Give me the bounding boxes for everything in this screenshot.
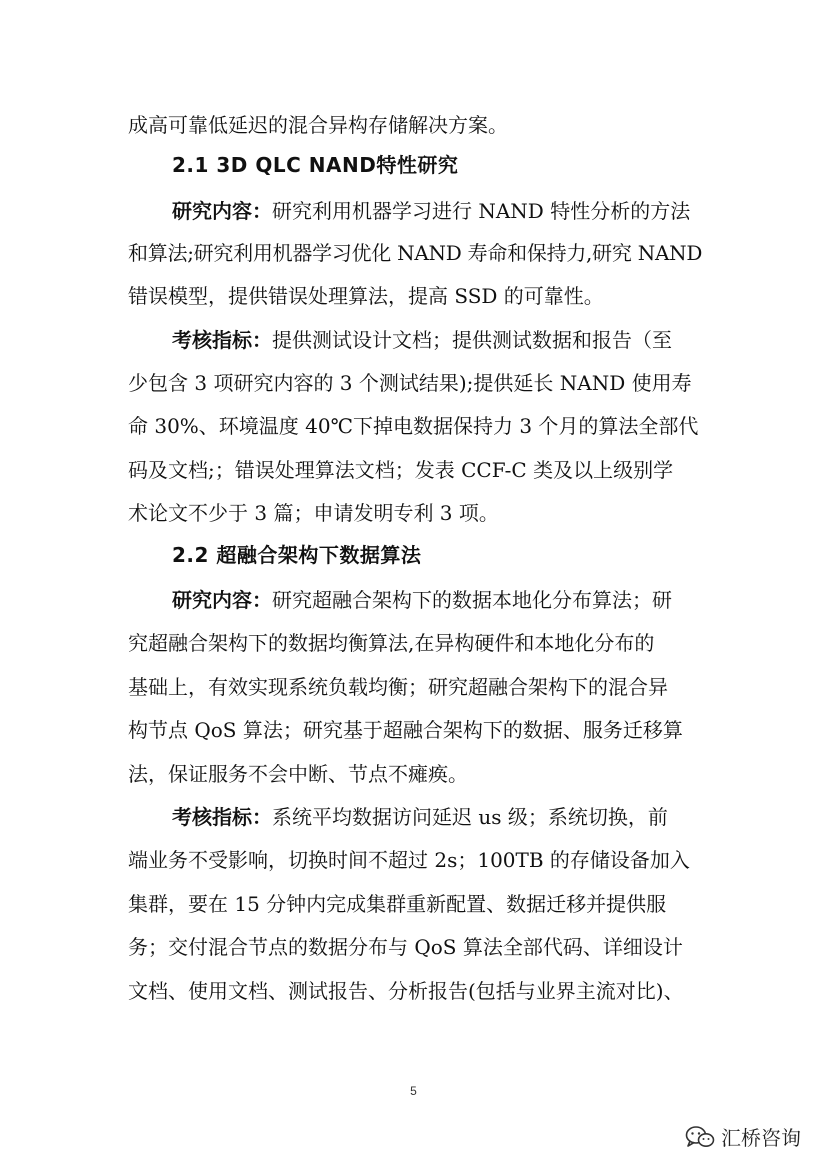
section-heading: 2.1 3D QLC NAND特性研究 (172, 153, 459, 177)
body-line: 研究内容：研究利用机器学习进行 NAND 特性分析的方法 (172, 199, 691, 223)
body-line: 术论文不少于 3 篇；申请发明专利 3 项。 (128, 501, 499, 525)
section-heading: 2.2 超融合架构下数据算法 (172, 543, 422, 567)
body-line: 码及文档;；错误处理算法文档；发表 CCF-C 类及以上级别学 (128, 458, 674, 482)
body-line: 成高可靠低延迟的混合异构存储解决方案。 (128, 113, 508, 137)
body-line: 错误模型，提供错误处理算法，提高 SSD 的可靠性。 (128, 284, 604, 308)
body-line: 考核指标：系统平均数据访问延迟 us 级；系统切换，前 (172, 805, 668, 829)
body-line: 基础上，有效实现系统负载均衡；研究超融合架构下的混合异 (128, 675, 668, 699)
body-line: 务；交付混合节点的数据分布与 QoS 算法全部代码、详细设计 (128, 935, 683, 959)
watermark (685, 1122, 801, 1151)
bold-label: 研究内容： (172, 588, 272, 612)
body-line: 和算法;研究利用机器学习优化 NAND 寿命和保持力,研究 NAND (128, 241, 703, 265)
body-line: 究超融合架构下的数据均衡算法,在异构硬件和本地化分布的 (128, 631, 655, 655)
page-number: 5 (410, 1084, 417, 1098)
body-line: 构节点 QoS 算法；研究基于超融合架构下的数据、服务迁移算 (128, 718, 683, 742)
body-line: 少包含 3 项研究内容的 3 个测试结果);提供延长 NAND 使用寿 (128, 371, 692, 395)
body-line: 研究内容：研究超融合架构下的数据本地化分布算法；研 (172, 588, 672, 612)
body-line: 考核指标：提供测试设计文档；提供测试数据和报告（至 (172, 328, 672, 352)
wechat-icon (685, 1125, 715, 1149)
watermark-text: 汇桥咨询 (721, 1126, 801, 1150)
body-line: 命 30%、环境温度 40℃下掉电数据保持力 3 个月的算法全部代 (128, 414, 699, 438)
bold-label: 考核指标： (172, 805, 272, 829)
body-line: 集群，要在 15 分钟内完成集群重新配置、数据迁移并提供服 (128, 892, 667, 916)
bold-label: 考核指标： (172, 328, 272, 352)
body-line: 端业务不受影响，切换时间不超过 2s；100TB 的存储设备加入 (128, 848, 690, 872)
body-line: 法，保证服务不会中断、节点不瘫痪。 (128, 762, 468, 786)
bold-label: 研究内容： (172, 199, 272, 223)
body-line: 文档、使用文档、测试报告、分析报告(包括与业界主流对比)、 (128, 979, 684, 1003)
